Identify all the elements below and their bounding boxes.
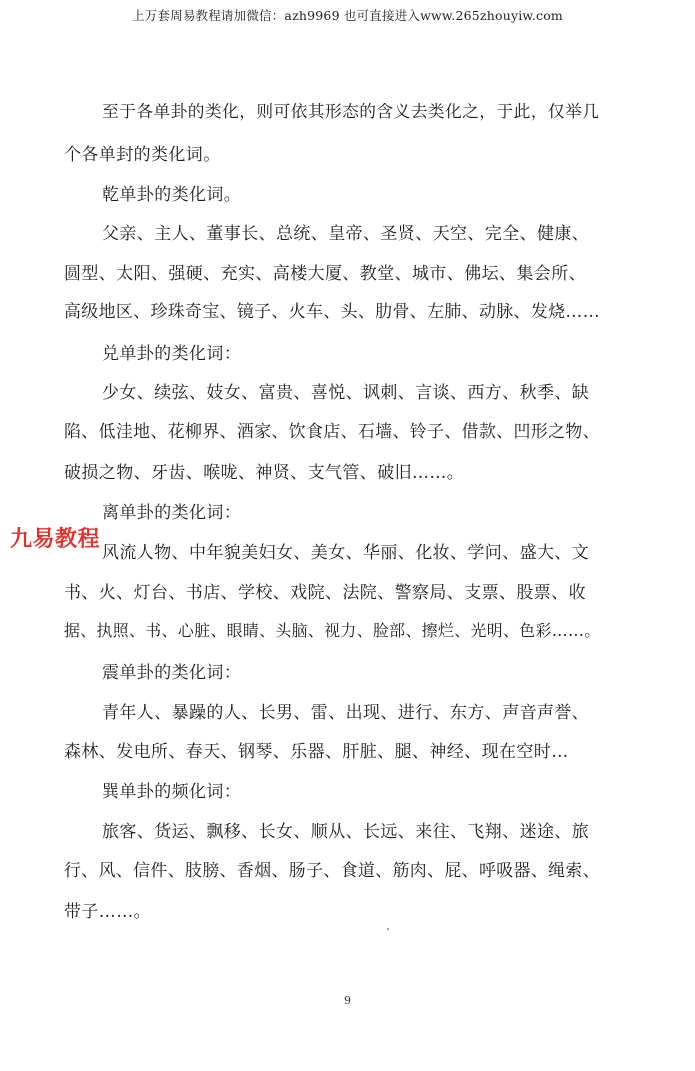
watermark-logo: 九易教程: [8, 522, 102, 553]
paragraph-line: 书、火、灯台、书店、学校、戏院、法院、警察局、支票、股票、收: [64, 583, 586, 603]
paragraph-line: 据、执照、书、心脏、眼睛、头脑、视力、脸部、擦烂、光明、色彩……。: [64, 621, 601, 640]
paragraph-line: 青年人、暴躁的人、长男、雷、出现、进行、东方、声音声誉、: [102, 703, 590, 723]
paragraph-line: 森林、发电所、春天、钢琴、乐器、肝脏、腿、神经、现在空时…: [64, 742, 569, 762]
section-heading-li: 离单卦的类化词：: [102, 503, 242, 523]
paragraph-line: 破损之物、牙齿、喉咙、神贤、支气管、破旧……。: [64, 463, 465, 483]
paragraph-line: 行、风、信件、肢膀、香烟、肠子、食道、筋肉、屁、呼吸器、绳索、: [64, 860, 601, 880]
paragraph-line: 风流人物、中年貌美妇女、美女、华丽、化妆、学问、盛大、文: [102, 543, 590, 563]
section-heading-xun: 巽单卦的频化词：: [102, 782, 242, 802]
section-heading-qian: 乾单卦的类化词。: [102, 185, 242, 205]
paragraph-line: 个各单封的类化词。: [64, 145, 221, 165]
scan-speck: [387, 928, 389, 930]
section-heading-dui: 兑单卦的类化词：: [102, 344, 242, 364]
paragraph-line: 带子……。: [64, 902, 151, 922]
paragraph-line: 少女、续弦、妓女、富贵、喜悦、讽刺、言谈、西方、秋季、缺: [102, 383, 590, 403]
paragraph-line: 陷、低洼地、花柳界、酒家、饮食店、石墙、铃子、借款、凹形之物、: [64, 421, 601, 441]
page-number: 9: [344, 994, 351, 1007]
paragraph-line: 父亲、主人、董事长、总统、皇帝、圣贤、天空、完全、健康、: [102, 224, 590, 244]
paragraph-line: 旅客、货运、飘移、长女、顺从、长远、来往、飞翔、迷途、旅: [102, 822, 590, 842]
paragraph-line: 圆型、太阳、强硬、充实、高楼大厦、教堂、城市、佛坛、集会所、: [64, 264, 586, 284]
header-banner: 上万套周易教程请加微信：azh9969 也可直接进入www.265zhouyiw.com: [132, 8, 563, 23]
paragraph-line: 至于各单卦的类化，则可依其形态的含义去类化之，于此，仅举几: [102, 101, 600, 121]
paragraph-line: 高级地区、珍珠奇宝、镜子、火车、头、肋骨、左肺、动脉、发烧……: [64, 301, 601, 321]
section-heading-zhen: 震单卦的类化词：: [102, 663, 242, 683]
